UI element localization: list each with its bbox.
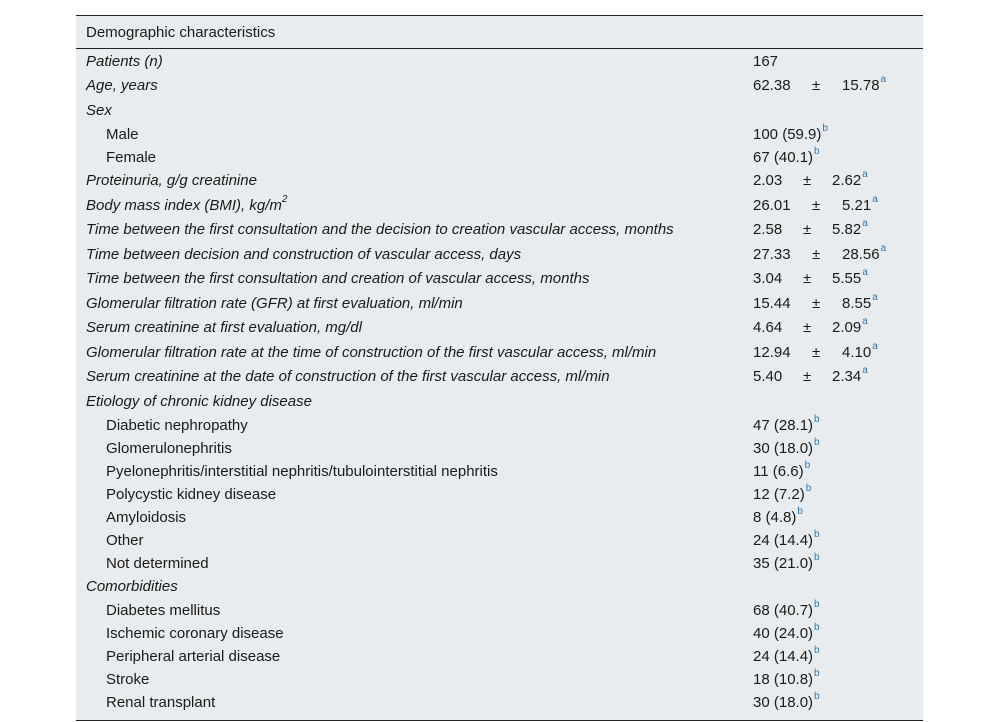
footnote-marker: a: [862, 267, 868, 279]
table-row: [76, 49, 923, 74]
mean-value: 62.38: [753, 77, 791, 95]
mean-value: 2.03: [753, 172, 783, 190]
table-row: [76, 98, 923, 123]
plus-minus-sign: ±: [812, 343, 821, 361]
footnote-marker: a: [862, 316, 868, 328]
section-heading: Sex: [86, 101, 112, 119]
footnote-marker: b: [814, 668, 820, 679]
table-row: [76, 414, 923, 437]
row-value: 8 $(4.8)^b$: [753, 505, 803, 526]
table-row: [76, 575, 923, 600]
row-label: Proteinuria, g/g creatinine: [86, 172, 257, 190]
plus-minus-sign: ±: [812, 245, 821, 263]
footnote-marker: b: [804, 459, 811, 471]
row-value: 30 $(18.0)^b$: [753, 436, 820, 457]
table-row: [76, 316, 923, 341]
footnote-marker: a: [872, 291, 878, 303]
row-label: Time between decision and construction of vascular access, days: [86, 245, 522, 263]
table-row: [76, 460, 923, 483]
footnote-marker: b: [822, 122, 828, 134]
row-label: Time between the first consultation and creation of vascular access, months: [86, 270, 590, 288]
table-row: [76, 169, 923, 194]
row-label: Male: [106, 125, 139, 143]
row-label: Serum creatinine at the date of construction of the first vascular access, ml/min: [86, 368, 610, 386]
sd-value: 2.09$^a$: [832, 316, 868, 337]
row-label: Polycystic kidney disease: [106, 485, 277, 503]
plus-minus-sign: ±: [803, 368, 812, 386]
table-row: [76, 506, 923, 529]
row-label: Female: [106, 148, 157, 166]
table-row: [76, 291, 923, 316]
plus-minus-sign: ±: [803, 221, 812, 239]
sd-value: 2.62$^a$: [832, 169, 868, 190]
table-row: [76, 645, 923, 668]
row-label: Stroke: [106, 671, 150, 688]
row-label: Diabetic nephropathy: [106, 416, 248, 434]
sd-value: 15.78$^a$: [842, 74, 887, 95]
footnote-marker: b: [797, 505, 803, 517]
row-value: 68 $(40.7)^b$: [753, 599, 820, 619]
row-label: Amyloidosis: [106, 508, 187, 526]
plus-minus-sign: ±: [803, 172, 812, 190]
footnote-marker: b: [814, 413, 820, 425]
mean-value: 12.94: [753, 343, 791, 361]
sd-value: 4.10$^a$: [842, 340, 878, 361]
table-row: [76, 483, 923, 506]
row-label: Age, years: [86, 77, 158, 95]
row-value: 47 $(28.1)^b$: [753, 413, 820, 434]
row-value: 24 $(14.4)^b$: [753, 645, 820, 665]
row-label: Glomerulonephritis: [106, 439, 232, 457]
table-row: [76, 622, 923, 645]
table-bottom-padding: [76, 714, 923, 720]
section-heading: Comorbidities: [86, 578, 178, 596]
table-row: [76, 668, 923, 691]
row-value: 67 $(40.1)^b$: [753, 145, 820, 166]
footnote-marker: b: [814, 551, 820, 563]
row-label: Patients (n): [86, 52, 163, 70]
row-label: Peripheral arterial disease: [106, 648, 281, 665]
footnote-marker: b: [814, 691, 820, 702]
plus-minus-sign: ±: [812, 294, 821, 312]
sd-value: 8.55$^a$: [842, 291, 878, 312]
table-row: [76, 599, 923, 622]
sd-value: 5.55$^a$: [832, 267, 868, 288]
table-row: [76, 437, 923, 460]
row-label: Renal transplant: [106, 694, 216, 711]
row-value: 167: [753, 52, 779, 70]
table-body: [76, 49, 923, 714]
table-header: [76, 16, 923, 49]
row-label: Diabetes mellitus: [106, 602, 221, 619]
footnote-marker: a: [862, 218, 868, 230]
row-label: Not determined: [106, 554, 209, 572]
sd-value: 28.56$^a$: [842, 242, 887, 263]
header-label: Demographic characteristics: [86, 23, 276, 41]
row-label: Body mass index (BMI), $kg/m^2$: [86, 193, 288, 214]
row-value: 40 $(24.0)^b$: [753, 622, 820, 642]
table-row: [76, 242, 923, 267]
table-row: [76, 691, 923, 714]
demographics-table: [76, 15, 923, 721]
mean-value: 2.58: [753, 221, 783, 239]
footnote-marker: a: [880, 74, 887, 86]
footnote-marker: b: [814, 645, 820, 656]
sd-value: 5.82$^a$: [832, 218, 868, 239]
row-value: 30 $(18.0)^b$: [753, 691, 820, 711]
mean-value: 15.44: [753, 294, 791, 312]
table-row: [76, 146, 923, 169]
row-value: 35 $(21.0)^b$: [753, 551, 820, 572]
row-value: 12 $(7.2)^b$: [753, 482, 812, 503]
plus-minus-sign: ±: [803, 270, 812, 288]
table-row: [76, 218, 923, 243]
footnote-marker: a: [872, 340, 878, 352]
row-value: 11 $(6.6)^b$: [753, 459, 811, 480]
row-value: 18 $(10.8)^b$: [753, 668, 820, 688]
footnote-marker: b: [814, 528, 820, 540]
label-superscript: 2: [281, 193, 288, 205]
table-row: [76, 74, 923, 99]
table-row: [76, 123, 923, 146]
row-label: Ischemic coronary disease: [106, 625, 284, 642]
row-label: Other: [106, 531, 144, 549]
row-label: Glomerular filtration rate (GFR) at first evaluation, ml/min: [86, 294, 463, 312]
row-label: Glomerular filtration rate at the time of construction of the first vascular access, ml/min: [86, 343, 657, 361]
table-row: [76, 529, 923, 552]
footnote-marker: a: [872, 193, 878, 205]
footnote-marker: b: [814, 599, 820, 610]
sd-value: 2.34$^a$: [832, 365, 868, 386]
table-row: [76, 193, 923, 218]
row-label: Serum creatinine at first evaluation, mg/dl: [86, 319, 362, 337]
row-label: Time between the first consultation and the decision to creation vascular access, months: [86, 221, 674, 239]
plus-minus-sign: ±: [812, 196, 821, 214]
section-heading: Etiology of chronic kidney disease: [86, 392, 312, 410]
row-value: 24 $(14.4)^b$: [753, 528, 820, 549]
plus-minus-sign: ±: [803, 319, 812, 337]
footnote-marker: b: [805, 482, 812, 494]
footnote-marker: a: [880, 242, 887, 254]
mean-value: 26.01: [753, 196, 791, 214]
table-row: [76, 340, 923, 365]
mean-value: 27.33: [753, 245, 791, 263]
table-row: [76, 389, 923, 414]
table-row: [76, 365, 923, 390]
sd-value: 5.21$^a$: [842, 193, 878, 214]
row-label: Pyelonephritis/interstitial nephritis/tubulointerstitial nephritis: [106, 462, 498, 480]
footnote-marker: b: [814, 622, 820, 633]
plus-minus-sign: ±: [812, 77, 821, 95]
mean-value: 3.04: [753, 270, 783, 288]
table-row: [76, 552, 923, 575]
footnote-marker: b: [814, 436, 820, 448]
mean-value: 4.64: [753, 319, 783, 337]
footnote-marker: b: [814, 145, 820, 157]
footnote-marker: a: [862, 365, 868, 377]
footnote-marker: a: [862, 169, 868, 181]
row-value: 100 $(59.9)^b$: [753, 122, 828, 143]
mean-value: 5.40: [753, 368, 783, 386]
table-row: [76, 267, 923, 292]
